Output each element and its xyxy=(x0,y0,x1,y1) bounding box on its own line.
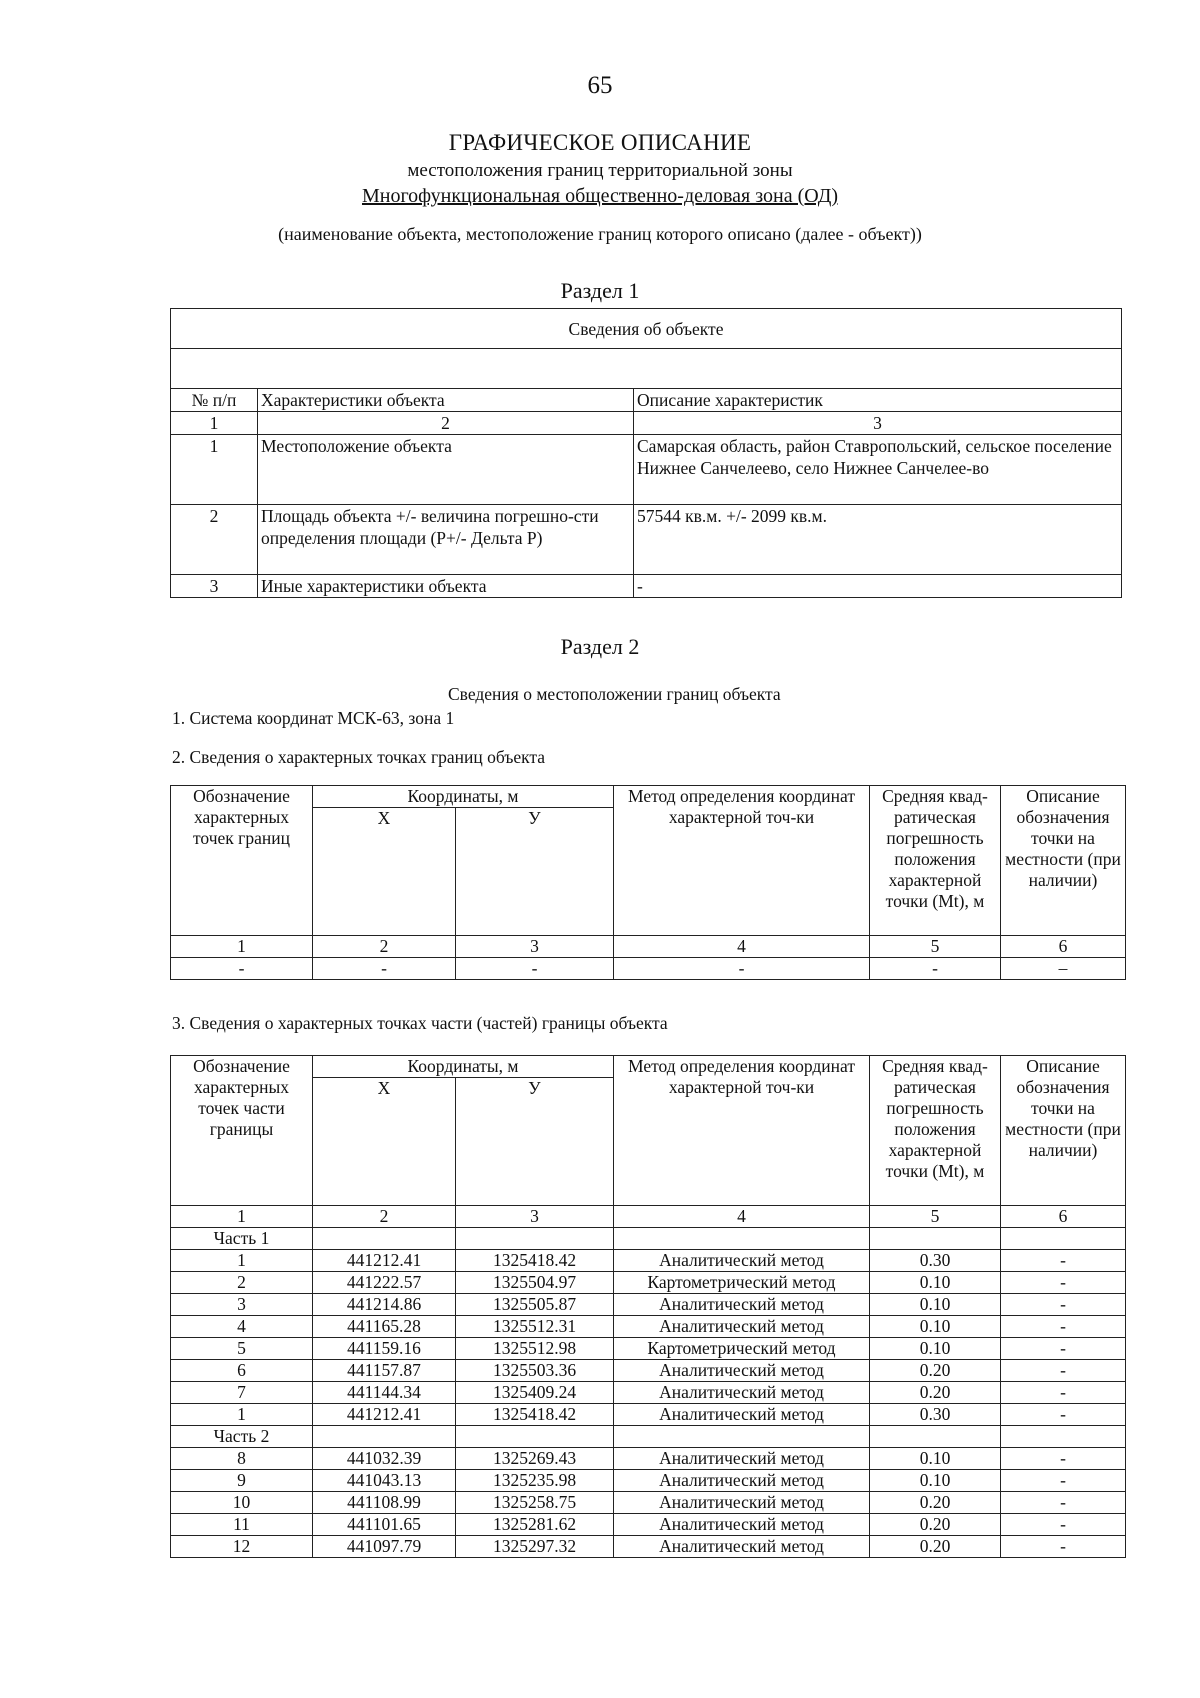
mean-error: 0.10 xyxy=(870,1338,1001,1360)
header-error: Средняя квад-ратическая погрешность положения характерной точки (Mt), м xyxy=(870,1056,1001,1206)
table-row xyxy=(171,1294,1126,1316)
coord-y: 1325512.31 xyxy=(456,1316,614,1338)
header-coordinates: Координаты, м xyxy=(313,1056,614,1078)
part-points-table xyxy=(170,1055,1126,1558)
method: Аналитический метод xyxy=(614,1360,870,1382)
mean-error: 0.20 xyxy=(870,1492,1001,1514)
point-number: 4 xyxy=(171,1316,313,1338)
method: Аналитический метод xyxy=(614,1448,870,1470)
mean-error: 0.10 xyxy=(870,1272,1001,1294)
method: Аналитический метод xyxy=(614,1536,870,1558)
header-designation: Обозначение характерных точек части границы xyxy=(171,1056,313,1206)
point-number: 11 xyxy=(171,1514,313,1536)
coord-x: 441214.86 xyxy=(313,1294,456,1316)
coord-y: 1325409.24 xyxy=(456,1382,614,1404)
row-description: Самарская область, район Ставропольский, сельское поселение Нижнее Санчелеево, село Нижнее Санчелее-во xyxy=(634,435,1122,505)
table-row xyxy=(171,1492,1126,1514)
row-characteristic: Местоположение объекта xyxy=(258,435,634,505)
point-description: - xyxy=(1001,1492,1126,1514)
point-description: - xyxy=(1001,1360,1126,1382)
object-table-title: Сведения об объекте xyxy=(171,309,1122,349)
point-number: 3 xyxy=(171,1294,313,1316)
mean-error: 0.20 xyxy=(870,1360,1001,1382)
header-point-description: Описание обозначения точки на местности (при наличии) xyxy=(1001,1056,1126,1206)
coord-y: 1325418.42 xyxy=(456,1404,614,1426)
coord-x: 441222.57 xyxy=(313,1272,456,1294)
coordinate-system: 1. Система координат МСК-63, зона 1 xyxy=(172,708,455,728)
part-label-row xyxy=(171,1426,1126,1448)
object-table-empty-row xyxy=(171,349,1122,389)
point-number: 1 xyxy=(171,1404,313,1426)
header-x: X xyxy=(313,1078,456,1206)
header-point-description: Описание обозначения точки на местности (при наличии) xyxy=(1001,786,1126,936)
coord-y: 1325258.75 xyxy=(456,1492,614,1514)
row-characteristic: Иные характеристики объекта xyxy=(258,575,634,598)
table-row xyxy=(171,1250,1126,1272)
part1-rows xyxy=(171,1228,1126,1426)
header-coordinates: Координаты, м xyxy=(313,786,614,808)
col-number-cell: 3 xyxy=(456,1206,614,1228)
point-description: - xyxy=(1001,1294,1126,1316)
method: Аналитический метод xyxy=(614,1316,870,1338)
document-title: ГРАФИЧЕСКОЕ ОПИСАНИЕ xyxy=(448,130,752,155)
row-number: 1 xyxy=(171,435,258,505)
method: Картометрический метод xyxy=(614,1272,870,1294)
mean-error: 0.20 xyxy=(870,1382,1001,1404)
coord-y: 1325504.97 xyxy=(456,1272,614,1294)
boundary-points-table xyxy=(170,785,1126,980)
point-description: - xyxy=(1001,1448,1126,1470)
point-description: - xyxy=(1001,1338,1126,1360)
method: Аналитический метод xyxy=(614,1492,870,1514)
cell: - xyxy=(313,958,456,980)
header-error: Средняя квад-ратическая погрешность положения характерной точки (Mt), м xyxy=(870,786,1001,936)
section2-heading: Раздел 2 xyxy=(560,634,640,659)
col-number-cell: 6 xyxy=(1001,1206,1126,1228)
coord-y: 1325235.98 xyxy=(456,1470,614,1492)
point-number: 7 xyxy=(171,1382,313,1404)
table-row xyxy=(171,1382,1126,1404)
coord-x: 441159.16 xyxy=(313,1338,456,1360)
table-row xyxy=(171,1470,1126,1492)
table-row xyxy=(171,435,1122,505)
mean-error: 0.30 xyxy=(870,1404,1001,1426)
table-row xyxy=(171,1448,1126,1470)
mean-error: 0.10 xyxy=(870,1316,1001,1338)
coord-x: 441165.28 xyxy=(313,1316,456,1338)
header-designation: Обозначение характерных точек границ xyxy=(171,786,313,936)
point-description: - xyxy=(1001,1272,1126,1294)
coord-x: 441108.99 xyxy=(313,1492,456,1514)
coord-y: 1325512.98 xyxy=(456,1338,614,1360)
table-row xyxy=(171,1360,1126,1382)
coord-x: 441212.41 xyxy=(313,1250,456,1272)
header-x: X xyxy=(313,808,456,936)
point-number: 5 xyxy=(171,1338,313,1360)
header-y: У xyxy=(456,808,614,936)
col-number-cell: 3 xyxy=(456,936,614,958)
cell: - xyxy=(171,958,313,980)
coord-y: 1325418.42 xyxy=(456,1250,614,1272)
table-row xyxy=(171,1338,1126,1360)
cell: - xyxy=(870,958,1001,980)
point-description: - xyxy=(1001,1536,1126,1558)
point-description: - xyxy=(1001,1404,1126,1426)
mean-error: 0.10 xyxy=(870,1294,1001,1316)
coord-x: 441144.34 xyxy=(313,1382,456,1404)
points-heading: 2. Сведения о характерных точках границ объекта xyxy=(172,747,546,767)
point-number: 9 xyxy=(171,1470,313,1492)
mean-error: 0.20 xyxy=(870,1536,1001,1558)
row-characteristic: Площадь объекта +/- величина погрешно-сти определения площади (P+/- Дельта P) xyxy=(258,505,634,575)
table-row xyxy=(171,1316,1126,1338)
mean-error: 0.10 xyxy=(870,1470,1001,1492)
col-number-cell: 1 xyxy=(171,1206,313,1228)
coord-y: 1325297.32 xyxy=(456,1536,614,1558)
mean-error: 0.30 xyxy=(870,1250,1001,1272)
method: Аналитический метод xyxy=(614,1514,870,1536)
coord-x: 441212.41 xyxy=(313,1404,456,1426)
method: Аналитический метод xyxy=(614,1382,870,1404)
section1-heading: Раздел 1 xyxy=(560,278,640,303)
part-label-row xyxy=(171,1228,1126,1250)
coord-y: 1325505.87 xyxy=(456,1294,614,1316)
part-label: Часть 1 xyxy=(171,1228,313,1250)
header-y: У xyxy=(456,1078,614,1206)
parts-heading: 3. Сведения о характерных точках части (частей) границы объекта xyxy=(172,1013,668,1033)
point-number: 1 xyxy=(171,1250,313,1272)
cell: - xyxy=(456,958,614,980)
col-number-cell: 4 xyxy=(614,936,870,958)
row-number: 3 xyxy=(171,575,258,598)
point-number: 2 xyxy=(171,1272,313,1294)
table-row xyxy=(171,1404,1126,1426)
point-description: - xyxy=(1001,1316,1126,1338)
col-number-cell: 6 xyxy=(1001,936,1126,958)
coord-y: 1325281.62 xyxy=(456,1514,614,1536)
table-row xyxy=(171,575,1122,598)
row-description: - xyxy=(634,575,1122,598)
method: Аналитический метод xyxy=(614,1404,870,1426)
point-description: - xyxy=(1001,1382,1126,1404)
coord-x: 441043.13 xyxy=(313,1470,456,1492)
coord-x: 441032.39 xyxy=(313,1448,456,1470)
coord-y: 1325269.43 xyxy=(456,1448,614,1470)
point-number: 10 xyxy=(171,1492,313,1514)
col-header-characteristic: Характеристики объекта xyxy=(258,389,634,412)
section2-subtitle: Сведения о местоположении границ объекта xyxy=(448,684,781,704)
part-label: Часть 2 xyxy=(171,1426,313,1448)
zone-name xyxy=(0,185,1200,208)
page-number: 65 xyxy=(587,72,613,99)
point-number: 6 xyxy=(171,1360,313,1382)
row-description: 57544 кв.м. +/- 2099 кв.м. xyxy=(634,505,1122,575)
point-description: - xyxy=(1001,1470,1126,1492)
mean-error: 0.20 xyxy=(870,1514,1001,1536)
point-description: - xyxy=(1001,1250,1126,1272)
col-header-description: Описание характеристик xyxy=(634,389,1122,412)
col-number-cell: 1 xyxy=(171,412,258,435)
col-number-cell: 4 xyxy=(614,1206,870,1228)
cell: – xyxy=(1001,958,1126,980)
header-method: Метод определения координат характерной точ-ки xyxy=(614,786,870,936)
method: Аналитический метод xyxy=(614,1294,870,1316)
point-number: 8 xyxy=(171,1448,313,1470)
table-row xyxy=(171,1272,1126,1294)
part2-rows xyxy=(171,1426,1126,1558)
object-info-table xyxy=(170,308,1122,598)
col-number-cell: 3 xyxy=(634,412,1122,435)
point-number: 12 xyxy=(171,1536,313,1558)
row-number: 2 xyxy=(171,505,258,575)
col-number-cell: 2 xyxy=(313,936,456,958)
point-description: - xyxy=(1001,1514,1126,1536)
method: Картометрический метод xyxy=(614,1338,870,1360)
col-number-cell: 5 xyxy=(870,936,1001,958)
cell: - xyxy=(614,958,870,980)
object-note: (наименование объекта, местоположение границ которого описано (далее - объект)) xyxy=(278,224,922,244)
document-subtitle: местоположения границ территориальной зоны xyxy=(407,160,793,181)
method: Аналитический метод xyxy=(614,1250,870,1272)
table-row xyxy=(171,505,1122,575)
col-header-number: № п/п xyxy=(171,389,258,412)
col-number-cell: 5 xyxy=(870,1206,1001,1228)
table-row xyxy=(171,1514,1126,1536)
mean-error: 0.10 xyxy=(870,1448,1001,1470)
coord-x: 441157.87 xyxy=(313,1360,456,1382)
col-number-cell: 2 xyxy=(258,412,634,435)
col-number-cell: 2 xyxy=(313,1206,456,1228)
coord-x: 441101.65 xyxy=(313,1514,456,1536)
zone-name-text: Многофункциональная общественно-деловая зона (ОД) xyxy=(361,185,838,207)
method: Аналитический метод xyxy=(614,1470,870,1492)
coord-y: 1325503.36 xyxy=(456,1360,614,1382)
coord-x: 441097.79 xyxy=(313,1536,456,1558)
table-row xyxy=(171,958,1126,980)
col-number-cell: 1 xyxy=(171,936,313,958)
table-row xyxy=(171,1536,1126,1558)
header-method: Метод определения координат характерной точ-ки xyxy=(614,1056,870,1206)
